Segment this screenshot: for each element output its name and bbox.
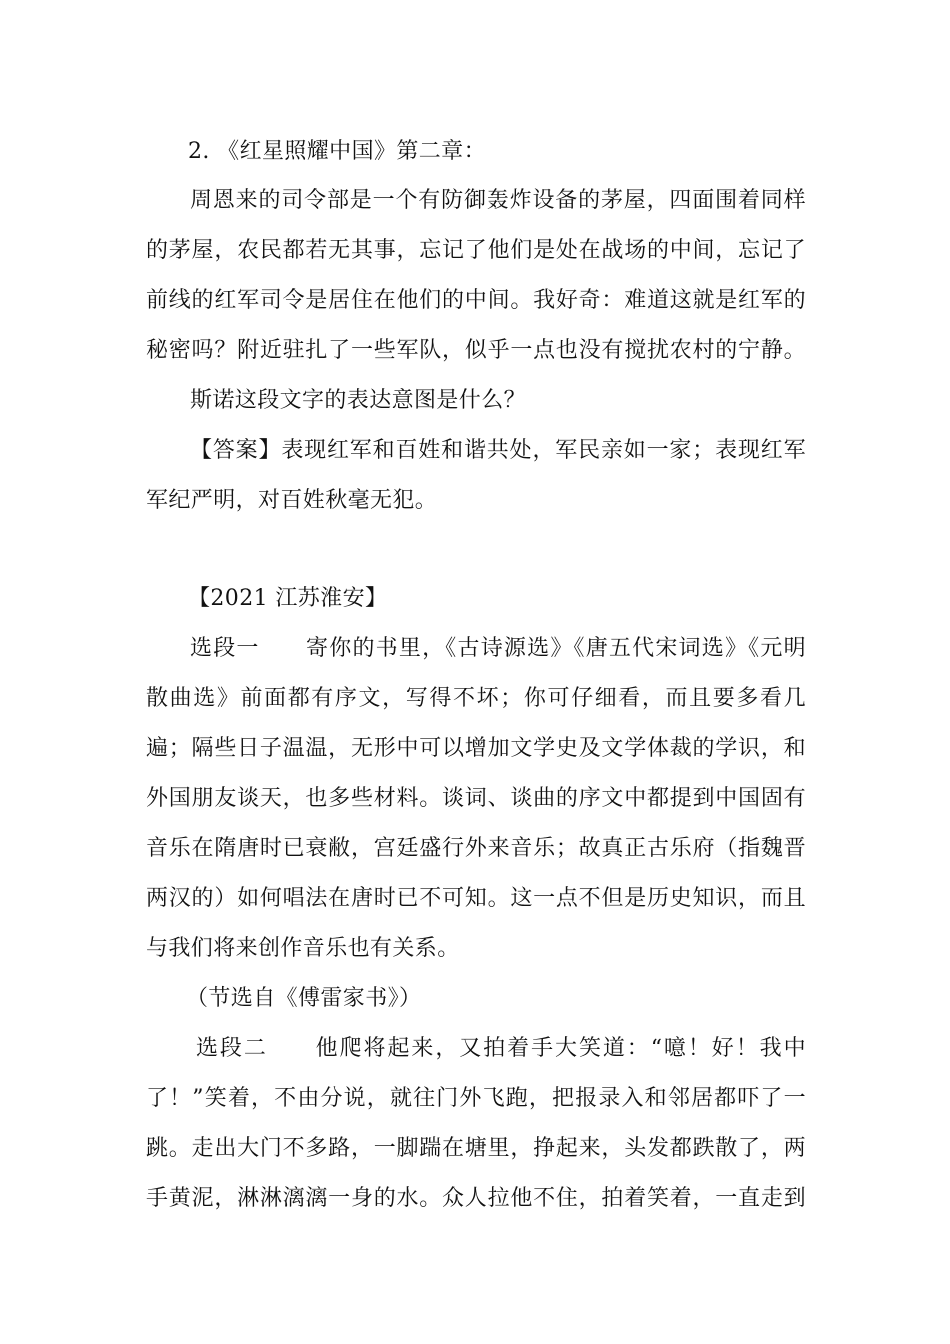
excerpt2-line: 手黄泥，淋淋漓漓一身的水。众人拉他不住，拍着笑着，一直走到	[146, 1186, 806, 1211]
passage-line: 前线的红军司令是居住在他们的中间。我好奇：难道这就是红军的	[146, 288, 806, 313]
passage-line: 周恩来的司令部是一个有防御轰炸设备的茅屋，四面围着同样	[190, 188, 806, 213]
excerpt1-line: 与我们将来创作音乐也有关系。	[146, 936, 460, 961]
excerpt1-line: 散曲选》前面都有序文，写得不坏；你可仔细看，而且要多看几	[146, 686, 806, 711]
excerpt1-line: 选段一 寄你的书里，《古诗源选》《唐五代宋词选》《元明	[190, 636, 806, 661]
section-heading-huaian: 【2021 江苏淮安】	[188, 586, 388, 611]
excerpt1-source: （节选自《傅雷家书》）	[186, 986, 422, 1011]
excerpt1-line: 遍；隔些日子温温，无形中可以增加文学史及文学体裁的学识，和	[146, 736, 806, 761]
excerpt1-line: 音乐在隋唐时已衰敝，宫廷盛行外来音乐；故真正古乐府（指魏晋	[146, 836, 806, 861]
excerpt2-line: 了！”笑着，不由分说，就往门外飞跑，把报录入和邻居都吓了一	[146, 1086, 806, 1111]
passage-line: 秘密吗？附近驻扎了一些军队，似乎一点也没有搅扰农村的宁静。	[146, 338, 806, 363]
section-heading-red-star: 2. 《红星照耀中国》第二章：	[188, 139, 486, 164]
excerpt1-line: 两汉的）如何唱法在唐时已不可知。这一点不但是历史知识，而且	[146, 886, 806, 911]
answer-line: 【答案】表现红军和百姓和谐共处，军民亲如一家；表现红军	[190, 438, 806, 463]
passage-line: 的茅屋，农民都若无其事，忘记了他们是处在战场的中间，忘记了	[146, 238, 806, 263]
question-text: 斯诺这段文字的表达意图是什么？	[190, 388, 527, 413]
answer-line: 军纪严明，对百姓秋毫无犯。	[146, 488, 438, 513]
excerpt1-line: 外国朋友谈天，也多些材料。谈词、谈曲的序文中都提到中国固有	[146, 786, 806, 811]
excerpt2-line: 选段二 他爬将起来，又拍着手大笑道：“噫！好！我中	[196, 1036, 806, 1061]
excerpt2-line: 跳。走出大门不多路，一脚踹在塘里，挣起来，头发都跌散了，两	[146, 1136, 806, 1161]
